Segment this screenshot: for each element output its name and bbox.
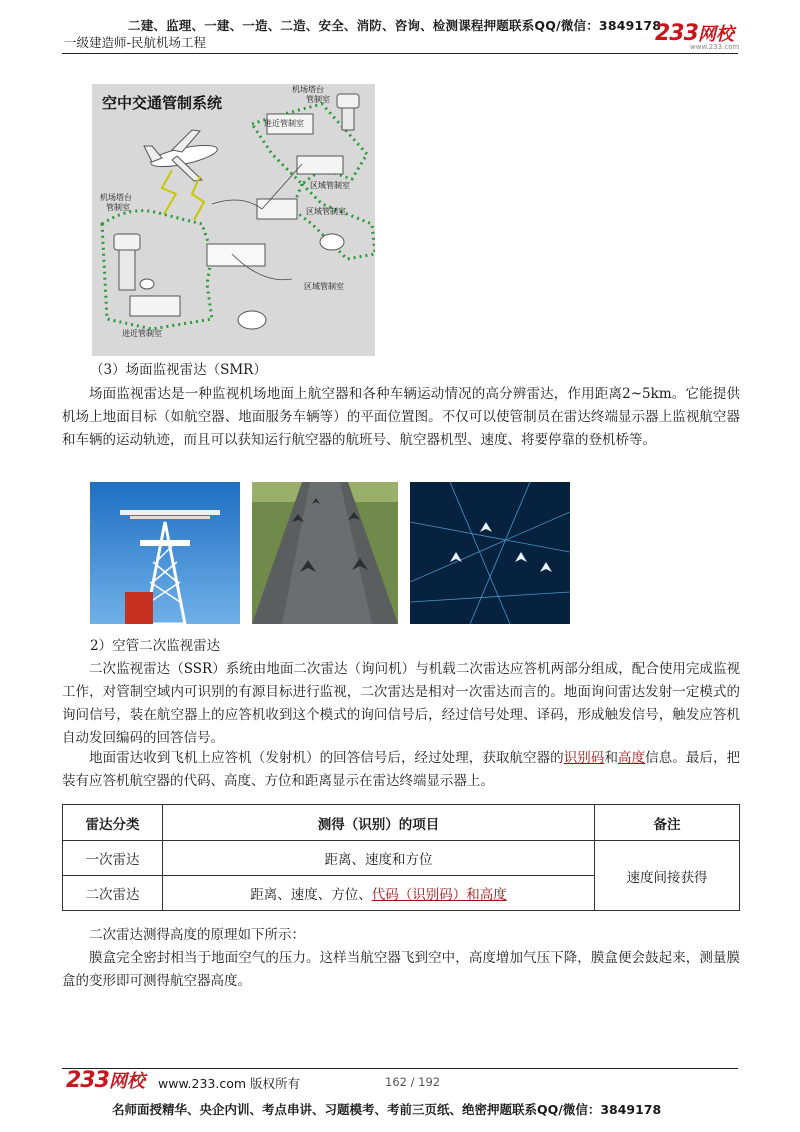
label-tower-top: 机场塔台 — [292, 85, 324, 94]
ssr-body-2 — [62, 747, 740, 793]
altitude-intro: 二次雷达测得高度的原理如下所示： — [89, 927, 305, 943]
header-top-line: 二建、监理、一建、一造、二造、安全、消防、咨询、检测课程押题联系QQ/微信：3849178 — [128, 18, 662, 33]
col-header-items: 测得（识别）的项目 — [163, 805, 595, 841]
figure-title: 空中交通管制系统 — [102, 94, 223, 112]
altitude-body: 膜盒完全密封相当于地面空气的压力。这样当航空器飞到空中，高度增加气压下降，膜盒便会鼓起来，测量膜盒的变形即可测得航空器高度。 — [62, 950, 740, 989]
ssr-body-2-and: 和 — [604, 750, 619, 766]
footer-bottom-line: 名师面授精华、央企内训、考点串讲、习题模考、考前三页纸、绝密押题联系QQ/微信：3849178 — [112, 1102, 662, 1117]
cell-secondary-items — [163, 876, 595, 911]
runway-photo — [252, 482, 398, 624]
cell-secondary-items-highlight: 代码（识别码）和高度 — [371, 887, 507, 903]
header-subtitle: 一级建造师-民航机场工程 — [64, 35, 207, 50]
ssr-heading: 2）空管二次监视雷达 — [90, 638, 221, 654]
highlight-altitude: 高度 — [618, 750, 646, 766]
ssr-body-2-a: 地面雷达收到飞机上应答机（发射机）的回答信号后，经过处理，获取航空器的 — [89, 750, 564, 766]
ssr-body-1: 二次监视雷达（SSR）系统由地面二次雷达（询问机）与机载二次雷达应答机两部分组成，配合使用完成监视工作，对管制空域内可识别的有源目标进行监视，二次雷达是相对一次雷达而言的。地面询问雷达发射一定模式的询问信号，装在航空器上的应答机收到这个模式的询问信号后，经过信号处理、译码，形成触发信号，触发应答机自动发回编码的回答信号。 — [62, 661, 740, 746]
footer-copyright: www.233.com 版权所有 — [158, 1076, 300, 1091]
smr-heading: （3）场面监视雷达（SMR） — [90, 362, 267, 378]
table-row — [63, 841, 740, 876]
header-rule — [62, 53, 738, 54]
col-header-remark: 备注 — [595, 805, 740, 841]
cell-secondary-type: 二次雷达 — [63, 876, 163, 911]
label-approach-bottom: 进近管制室 — [122, 329, 162, 338]
col-header-type: 雷达分类 — [63, 805, 163, 841]
label-area-2: 区域管制室 — [306, 207, 346, 216]
logo-url: www.233.com — [690, 43, 740, 51]
label-tower-left: 机场塔台 — [100, 193, 132, 202]
highlight-id-code: 识别码 — [563, 750, 605, 766]
label-approach-top: 进近管制室 — [264, 119, 304, 128]
cell-secondary-items-plain: 距离、速度、方位、 — [250, 887, 372, 903]
atc-system-figure — [92, 84, 375, 356]
page-number: 162 / 192 — [385, 1075, 441, 1089]
radar-comparison-table — [62, 804, 740, 911]
logo-text: 网校 — [697, 24, 734, 45]
label-area-1: 区域管制室 — [310, 181, 350, 190]
logo-number: 233 — [655, 21, 698, 46]
label-area-3: 区域管制室 — [304, 282, 344, 291]
radar-display-photo — [410, 482, 570, 624]
radar-tower-photo — [90, 482, 240, 624]
ssr-body-2-b: 信息。最后，把装有应答机航空器的代码、高度、方位和距离显示在雷达终端显示器上。 — [62, 750, 741, 789]
smr-body: 场面监视雷达是一种监视机场地面上航空器和各种车辆运动情况的高分辨雷达，作用距离2~5km。它能提供机场上地面目标（如航空器、地面服务车辆等）的平面位置图。不仅可以使管制员在雷达终端显示器上监视航空器和车辆的运动轨迹，而且可以获知运行航空器的航班号、航空器机型、速度、将要停靠的登机桥等。 — [62, 386, 740, 448]
label-tower-left2: 管制室 — [106, 203, 130, 212]
cell-remark: 速度间接获得 — [595, 841, 740, 911]
footer-logo-text: 网校 — [108, 1071, 145, 1092]
label-tower-top2: 管制室 — [306, 95, 330, 104]
cell-primary-items: 距离、速度和方位 — [163, 841, 595, 876]
cell-primary-type: 一次雷达 — [63, 841, 163, 876]
footer-logo — [66, 1067, 145, 1093]
atc-diagram — [92, 84, 375, 356]
table-header-row — [63, 805, 740, 841]
footer-rule — [62, 1068, 738, 1069]
footer-logo-number: 233 — [66, 1068, 109, 1093]
